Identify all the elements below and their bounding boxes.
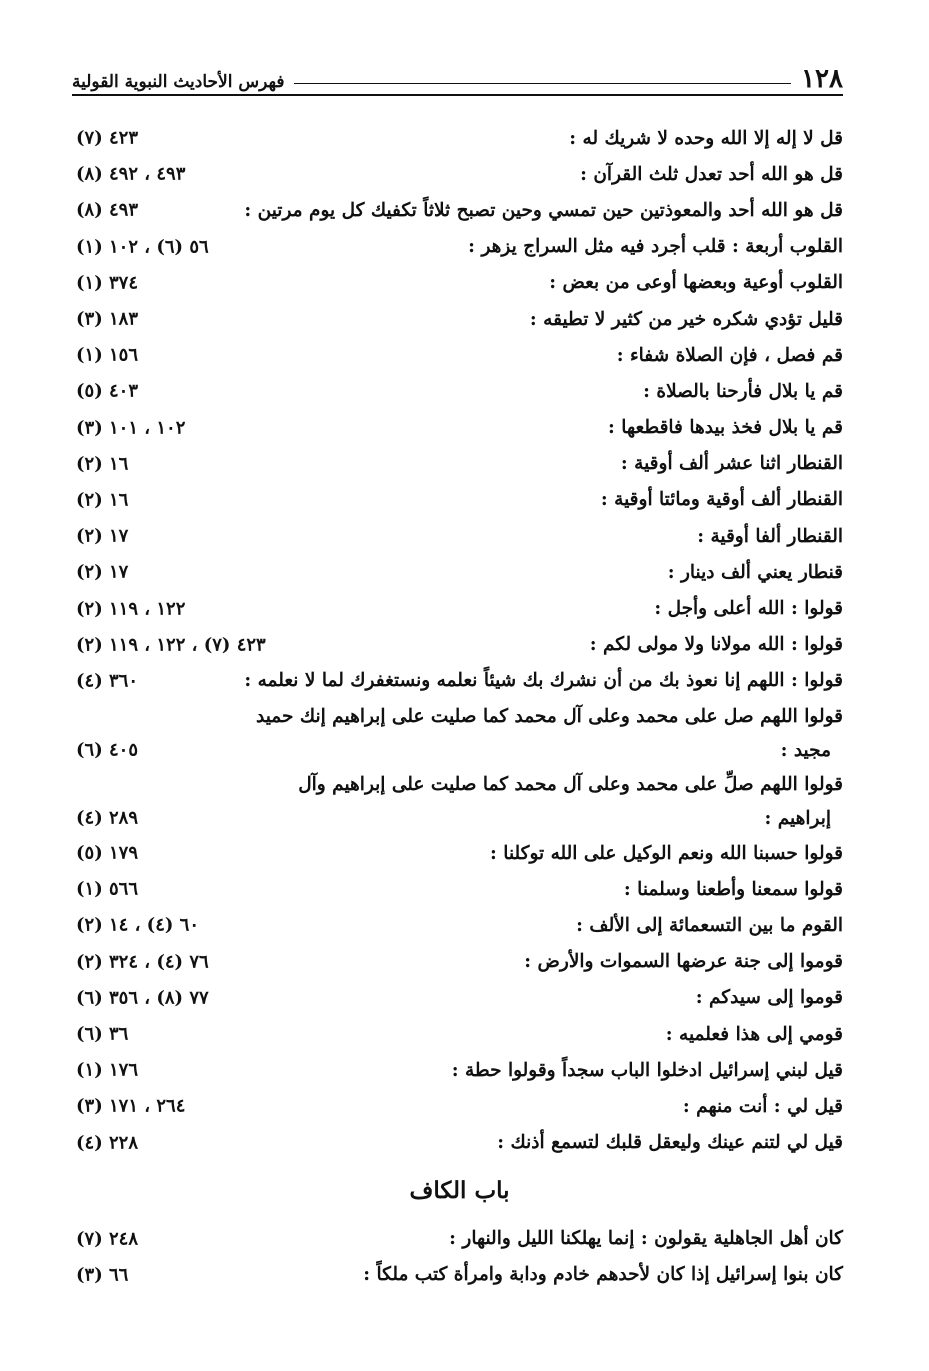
entry-text: قل لا إله إلا الله وحده لا شريك له : [569, 127, 843, 149]
entry-refs: ٢٦٤ ، ١٧١ (٣) [76, 1095, 186, 1117]
entries-group-kaf [76, 1221, 843, 1293]
entry-text: القنطار اثنا عشر ألف أوقية : [620, 453, 843, 475]
entry-text: قولوا سمعنا وأطعنا وسلمنا : [623, 878, 843, 900]
index-entry [76, 871, 843, 907]
entry-refs: ٢٤٨ (٧) [76, 1228, 139, 1250]
entry-text: قولوا اللهم صل على محمد وعلى آل محمد كما صليت على إبراهيم إنك حميد [255, 705, 843, 727]
entry-refs: ٢٨٩ (٤) [76, 807, 139, 829]
entry-refs: ١٠٢ ، ١٠١ (٣) [76, 417, 186, 439]
entry-text: قنطار يعني ألف دينار : [667, 561, 843, 583]
page-number: ١٢٨ [801, 64, 843, 94]
index-entry [76, 767, 843, 801]
entry-refs: ٦٠ (٤) ، ١٤ (٢) [76, 914, 200, 936]
index-entry [76, 482, 843, 518]
entry-refs: ٣٧٤ (١) [76, 272, 139, 294]
entry-text: القوم ما بين التسعمائة إلى الألف : [576, 914, 843, 936]
index-entry [76, 410, 843, 446]
entry-refs: ١٧ (٢) [76, 525, 129, 547]
entry-text: قل هو الله أحد تعدل ثلث القرآن : [580, 163, 843, 185]
entry-text: قولوا : الله أعلى وأجل : [654, 598, 843, 620]
index-entry [76, 944, 843, 980]
entry-refs: ١٦ (٢) [76, 453, 129, 475]
entry-refs: ٦٦ (٣) [76, 1264, 129, 1286]
entry-text: القنطار ألفا أوقية : [697, 525, 843, 547]
index-entries [76, 120, 843, 1293]
index-entry [76, 518, 843, 554]
entry-text: قوموا إلى جنة عرضها السموات والأرض : [524, 951, 843, 973]
entry-text: قل هو الله أحد والمعوذتين حين تمسي وحين تصبح ثلاثاً تكفيك كل يوم مرتين : [244, 199, 843, 221]
index-entry [76, 590, 843, 626]
index-entry [76, 301, 843, 337]
entry-text: القنطار ألف أوقية ومائتا أوقية : [600, 489, 843, 511]
entry-refs: ٤٠٥ (٦) [76, 739, 139, 761]
entry-refs: ١٧ (٢) [76, 561, 129, 583]
index-entry [76, 627, 843, 663]
entry-refs: ٣٦ (٦) [76, 1023, 129, 1045]
running-title: فهرس الأحاديث النبوية القولية [72, 72, 285, 92]
entry-refs: ٥٦٦ (١) [76, 878, 139, 900]
entry-text: كان بنوا إسرائيل إذا كان لأحدهم خادم ودابة وامرأة كتب ملكاً : [363, 1264, 843, 1286]
index-entry [76, 192, 843, 228]
entry-text: كان أهل الجاهلية يقولون : إنما يهلكنا الليل والنهار : [449, 1228, 843, 1250]
index-entry [76, 801, 843, 835]
entry-refs: ٧٦ (٤) ، ٣٢٤ (٢) [76, 951, 209, 973]
entry-refs: ١٧٩ (٥) [76, 842, 139, 864]
entry-text: قم فصل ، فإن الصلاة شفاء : [616, 344, 843, 366]
index-entry [76, 733, 843, 767]
index-entry [76, 554, 843, 590]
entry-text: قيل لي : أنت منهم : [682, 1095, 843, 1117]
index-entry [76, 373, 843, 409]
entry-text: القلوب أربعة : قلب أجرد فيه مثل السراج يزهر : [468, 236, 843, 258]
index-entry [76, 229, 843, 265]
entry-text: مجيد : [780, 739, 831, 761]
entry-text: قيل لي لتنم عينك وليعقل قلبك لتسمع أذنك : [497, 1132, 843, 1154]
index-entry [76, 663, 843, 699]
index-entry [76, 265, 843, 301]
entry-refs: ٤٢٣ (٧) [76, 127, 139, 149]
entry-refs: ١٧٦ (١) [76, 1059, 139, 1081]
entry-text: قيل لبني إسرائيل ادخلوا الباب سجداً وقولوا حطة : [451, 1059, 843, 1081]
entry-text: قوموا إلى سيدكم : [695, 987, 843, 1009]
index-entry [76, 337, 843, 373]
index-entry [76, 1052, 843, 1088]
entry-text: قم يا بلال فأرحنا بالصلاة : [643, 380, 843, 402]
entry-refs: ١٥٦ (١) [76, 344, 139, 366]
entry-refs: ١٦ (٢) [76, 489, 129, 511]
entries-group-qaf-cont [76, 835, 843, 1161]
index-entry [76, 1221, 843, 1257]
entry-text: إبراهيم : [764, 807, 831, 829]
index-entry [76, 907, 843, 943]
index-entry [76, 1088, 843, 1124]
entry-refs: ٤٩٣ ، ٤٩٢ (٨) [76, 163, 186, 185]
entry-refs: ١٢٢ ، ١١٩ (٢) [76, 598, 186, 620]
entry-text: القلوب أوعية وبعضها أوعى من بعض : [549, 272, 843, 294]
entry-text: قولوا : الله مولانا ولا مولى لكم : [589, 634, 843, 656]
section-title: باب الكاف [409, 1177, 510, 1205]
entry-refs: ٧٧ (٨) ، ٣٥٦ (٦) [76, 987, 209, 1009]
page-header [72, 52, 843, 96]
entry-refs: ٣٦٠ (٤) [76, 670, 139, 692]
index-entry [76, 1257, 843, 1293]
index-entry [76, 120, 843, 156]
header-rule [294, 83, 791, 84]
index-entry [76, 980, 843, 1016]
entry-refs: ٤٩٣ (٨) [76, 199, 139, 221]
entry-text: قولوا اللهم صلِّ على محمد وعلى آل محمد كما صليت على إبراهيم وآل [298, 773, 843, 795]
entry-text: قولوا حسبنا الله ونعم الوكيل على الله توكلنا : [490, 842, 843, 864]
entry-text: قليل تؤدي شكره خير من كثير لا تطيقه : [529, 308, 843, 330]
entry-refs: ٥٦ (٦) ، ١٠٢ (١) [76, 236, 209, 258]
index-entry [76, 699, 843, 733]
index-entry [76, 1016, 843, 1052]
entry-refs: ٤٠٣ (٥) [76, 380, 139, 402]
entry-text: قم يا بلال فخذ بيدها فاقطعها : [608, 417, 843, 439]
entry-text: قولوا : اللهم إنا نعوذ بك من أن نشرك بك شيئاً نعلمه ونستغفرك لما لا نعلمه : [244, 670, 843, 692]
index-entry [76, 1125, 843, 1161]
entry-refs: ٤٢٣ (٧) ، ١٢٢ ، ١١٩ (٢) [76, 634, 266, 656]
entries-group-qaf [76, 120, 843, 699]
entry-refs: ٢٢٨ (٤) [76, 1132, 139, 1154]
entry-text: قومي إلى هذا فعلميه : [665, 1023, 843, 1045]
index-entry [76, 835, 843, 871]
entry-refs: ١٨٣ (٣) [76, 308, 139, 330]
index-entry [76, 156, 843, 192]
index-entry [76, 446, 843, 482]
